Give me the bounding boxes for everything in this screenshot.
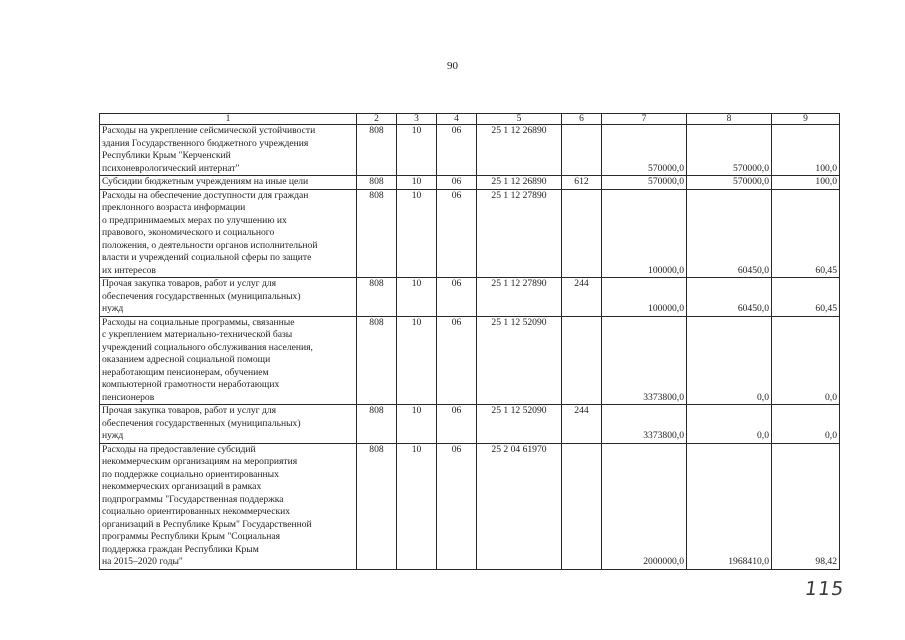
execution-percent: 100,0 <box>772 176 840 190</box>
header-cell: 8 <box>687 114 772 125</box>
actual-amount: 570000,0 <box>687 176 772 190</box>
actual-amount: 570000,0 <box>687 125 772 176</box>
actual-amount: 60450,0 <box>687 278 772 317</box>
actual-amount: 0,0 <box>687 316 772 405</box>
expense-type-code <box>562 189 602 278</box>
expense-type-code <box>562 443 602 569</box>
execution-percent: 0,0 <box>772 405 840 444</box>
header-cell: 6 <box>562 114 602 125</box>
section-code: 10 <box>397 278 437 317</box>
header-cell: 3 <box>397 114 437 125</box>
execution-percent: 0,0 <box>772 316 840 405</box>
page-number: 90 <box>447 60 458 72</box>
expense-name: Расходы на предоставление субсидий некоммерческим организациям на мероприятия по поддержке социально ориентированных некоммерческих организаций в рамках подпрограммы "Государственная поддержка социально ориентированных некоммерческих организаций в Республике Крым" Государственной программы Республики Крым "Социальная поддержка граждан Республики Крым на 2015–2020 годы" <box>100 443 357 569</box>
expense-name: Расходы на укрепление сейсмической устойчивости здания Государственного бюджетного учреждения Республики Крым "Керченский психоневрологический интернат" <box>100 125 357 176</box>
table-row <box>100 405 840 444</box>
actual-amount: 60450,0 <box>687 189 772 278</box>
actual-amount: 1968410,0 <box>687 443 772 569</box>
planned-amount: 570000,0 <box>602 176 687 190</box>
expense-name: Субсидии бюджетным учреждениям на иные цели <box>100 176 357 190</box>
planned-amount: 100000,0 <box>602 278 687 317</box>
subsection-code: 06 <box>437 405 477 444</box>
execution-percent: 100,0 <box>772 125 840 176</box>
header-cell: 2 <box>357 114 397 125</box>
target-article-code: 25 2 04 61970 <box>477 443 562 569</box>
expense-type-code: 244 <box>562 278 602 317</box>
section-code: 10 <box>397 125 437 176</box>
subsection-code: 06 <box>437 443 477 569</box>
ministry-code: 808 <box>357 189 397 278</box>
expense-name: Расходы на обеспечение доступности для граждан преклонного возраста информации о предпринимаемых мерах по улучшению их правового, экономического и социального положения, о деятельности органов исполнительной власти и учреждений социальной сферы по защите их интересов <box>100 189 357 278</box>
expense-name: Расходы на социальные программы, связанные с укреплением материально-технической базы учреждений социального обслуживания населения, оказанием адресной социальной помощи неработающим пенсионерам, обучением компьютерной грамотности неработающих пенсионеров <box>100 316 357 405</box>
subsection-code: 06 <box>437 278 477 317</box>
table-row <box>100 189 840 278</box>
ministry-code: 808 <box>357 405 397 444</box>
section-code: 10 <box>397 443 437 569</box>
execution-percent: 60,45 <box>772 189 840 278</box>
expense-type-code <box>562 125 602 176</box>
subsection-code: 06 <box>437 316 477 405</box>
target-article-code: 25 1 12 27890 <box>477 189 562 278</box>
ministry-code: 808 <box>357 443 397 569</box>
planned-amount: 100000,0 <box>602 189 687 278</box>
target-article-code: 25 1 12 52090 <box>477 405 562 444</box>
expense-name: Прочая закупка товаров, работ и услуг для обеспечения государственных (муниципальных) нужд <box>100 405 357 444</box>
subsection-code: 06 <box>437 125 477 176</box>
header-row <box>100 114 840 125</box>
header-cell: 5 <box>477 114 562 125</box>
header-cell: 1 <box>100 114 357 125</box>
ministry-code: 808 <box>357 176 397 190</box>
budget-table <box>99 113 840 570</box>
subsection-code: 06 <box>437 189 477 278</box>
target-article-code: 25 1 12 26890 <box>477 176 562 190</box>
table-row <box>100 316 840 405</box>
table-row <box>100 176 840 190</box>
planned-amount: 3373800,0 <box>602 316 687 405</box>
execution-percent: 60,45 <box>772 278 840 317</box>
target-article-code: 25 1 12 52090 <box>477 316 562 405</box>
expense-type-code: 612 <box>562 176 602 190</box>
table-row <box>100 443 840 569</box>
expense-type-code <box>562 316 602 405</box>
planned-amount: 3373800,0 <box>602 405 687 444</box>
planned-amount: 570000,0 <box>602 125 687 176</box>
section-code: 10 <box>397 189 437 278</box>
target-article-code: 25 1 12 27890 <box>477 278 562 317</box>
section-code: 10 <box>397 405 437 444</box>
ministry-code: 808 <box>357 316 397 405</box>
header-cell: 4 <box>437 114 477 125</box>
header-cell: 9 <box>772 114 840 125</box>
expense-type-code: 244 <box>562 405 602 444</box>
header-cell: 7 <box>602 114 687 125</box>
table-row <box>100 278 840 317</box>
section-code: 10 <box>397 316 437 405</box>
execution-percent: 98,42 <box>772 443 840 569</box>
target-article-code: 25 1 12 26890 <box>477 125 562 176</box>
planned-amount: 2000000,0 <box>602 443 687 569</box>
actual-amount: 0,0 <box>687 405 772 444</box>
expense-name: Прочая закупка товаров, работ и услуг для обеспечения государственных (муниципальных) нужд <box>100 278 357 317</box>
ministry-code: 808 <box>357 278 397 317</box>
table-row <box>100 125 840 176</box>
section-code: 10 <box>397 176 437 190</box>
handwritten-page-number: 115 <box>803 578 846 600</box>
subsection-code: 06 <box>437 176 477 190</box>
ministry-code: 808 <box>357 125 397 176</box>
